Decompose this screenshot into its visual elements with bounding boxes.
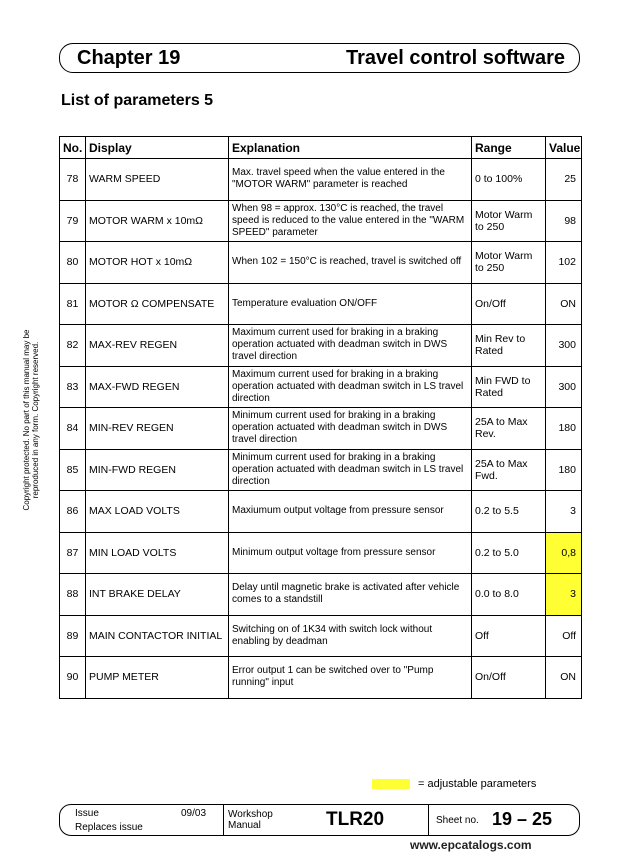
param-explanation: Max. travel speed when the value entered in the "MOTOR WARM" parameter is reached	[229, 159, 472, 201]
param-display: MAX-FWD REGEN	[86, 366, 229, 408]
param-value: 25	[546, 159, 582, 201]
param-display: MIN-FWD REGEN	[86, 449, 229, 491]
watermark: www.epcatalogs.com	[410, 838, 532, 852]
issue-value: 09/03	[181, 808, 207, 819]
param-explanation: Minimum current used for braking in a braking operation actuated with deadman switch in LS travel direction	[229, 449, 472, 491]
param-explanation: When 98 = approx. 130°C is reached, the travel speed is reduced to the value entered in the "WARM SPEED" parameter	[229, 200, 472, 242]
table-row	[60, 159, 582, 201]
table-row	[60, 366, 582, 408]
manual-label: Workshop Manual	[228, 809, 273, 831]
footer-divider	[223, 805, 224, 835]
param-display: MOTOR HOT x 10mΩ	[86, 242, 229, 284]
param-value: 300	[546, 325, 582, 367]
param-value: 180	[546, 408, 582, 450]
param-number: 86	[60, 491, 86, 533]
param-range: On/Off	[472, 657, 546, 699]
param-number: 85	[60, 449, 86, 491]
section-title: List of parameters 5	[61, 92, 214, 109]
table-header-row	[60, 137, 582, 159]
table-row	[60, 615, 582, 657]
param-range: 0.2 to 5.5	[472, 491, 546, 533]
param-explanation: Error output 1 can be switched over to "Pump running" input	[229, 657, 472, 699]
model-name: TLR20	[326, 809, 385, 830]
param-value: Off	[546, 615, 582, 657]
adjustable-swatch	[372, 779, 410, 789]
replaces-issue-label: Replaces issue	[75, 822, 143, 833]
param-number: 88	[60, 574, 86, 616]
param-number: 87	[60, 532, 86, 574]
param-value: ON	[546, 657, 582, 699]
param-display: PUMP METER	[86, 657, 229, 699]
param-display: WARM SPEED	[86, 159, 229, 201]
param-number: 83	[60, 366, 86, 408]
param-display: MAX-REV REGEN	[86, 325, 229, 367]
param-number: 78	[60, 159, 86, 201]
param-range: Motor Warm to 250	[472, 242, 546, 284]
param-explanation: When 102 = 150°C is reached, travel is switched off	[229, 242, 472, 284]
footer-divider	[428, 805, 429, 835]
param-explanation: Minimum current used for braking in a braking operation actuated with deadman switch in DWS travel direction	[229, 408, 472, 450]
table-row	[60, 657, 582, 699]
param-range: 0.0 to 8.0	[472, 574, 546, 616]
param-display: MIN-REV REGEN	[86, 408, 229, 450]
sheet-label: Sheet no.	[436, 815, 479, 826]
param-range: Off	[472, 615, 546, 657]
param-explanation: Switching on of 1K34 with switch lock without enabling by deadman	[229, 615, 472, 657]
param-display: MOTOR Ω COMPENSATE	[86, 283, 229, 325]
param-value: 300	[546, 366, 582, 408]
param-explanation: Maxiumum output voltage from pressure sensor	[229, 491, 472, 533]
param-range: Min Rev to Rated	[472, 325, 546, 367]
param-number: 89	[60, 615, 86, 657]
param-display: MIN LOAD VOLTS	[86, 532, 229, 574]
param-explanation: Maximum current used for braking in a braking operation actuated with deadman switch in LS travel direction	[229, 366, 472, 408]
param-range: 0 to 100%	[472, 159, 546, 201]
table-row	[60, 574, 582, 616]
param-display: MAIN CONTACTOR INITIAL	[86, 615, 229, 657]
table-row	[60, 283, 582, 325]
copyright-notice: Copyright protected. No part of this manual may be reproduced in any form. Copyright reserved.	[22, 329, 40, 511]
param-range: 0.2 to 5.0	[472, 532, 546, 574]
chapter-number: Chapter 19	[77, 47, 181, 69]
param-value: 0,8	[546, 532, 582, 574]
param-number: 79	[60, 200, 86, 242]
param-display: MOTOR WARM x 10mΩ	[86, 200, 229, 242]
table-row	[60, 491, 582, 533]
legend	[372, 778, 536, 790]
param-value: 180	[546, 449, 582, 491]
param-number: 82	[60, 325, 86, 367]
param-range: 25A to Max Rev.	[472, 408, 546, 450]
param-value: 98	[546, 200, 582, 242]
column-header-range: Range	[472, 137, 546, 159]
param-explanation: Delay until magnetic brake is activated after vehicle comes to a standstill	[229, 574, 472, 616]
param-number: 81	[60, 283, 86, 325]
param-display: MAX LOAD VOLTS	[86, 491, 229, 533]
param-value: 102	[546, 242, 582, 284]
table-row	[60, 532, 582, 574]
column-header-value: Value	[546, 137, 582, 159]
page-footer	[59, 804, 580, 836]
parameters-table	[59, 136, 582, 699]
param-explanation: Temperature evaluation ON/OFF	[229, 283, 472, 325]
param-display: INT BRAKE DELAY	[86, 574, 229, 616]
param-range: 25A to Max Fwd.	[472, 449, 546, 491]
column-header-display: Display	[86, 137, 229, 159]
table-row	[60, 449, 582, 491]
param-value: 3	[546, 491, 582, 533]
sheet-number: 19 – 25	[492, 809, 553, 829]
param-range: Min FWD to Rated	[472, 366, 546, 408]
table-row	[60, 325, 582, 367]
param-explanation: Maximum current used for braking in a braking operation actuated with deadman switch in DWS travel direction	[229, 325, 472, 367]
table-row	[60, 200, 582, 242]
column-header-no: No.	[60, 137, 86, 159]
chapter-header	[59, 43, 580, 73]
table-row	[60, 408, 582, 450]
param-number: 90	[60, 657, 86, 699]
chapter-title: Travel control software	[346, 47, 565, 69]
column-header-explanation: Explanation	[229, 137, 472, 159]
param-explanation: Minimum output voltage from pressure sensor	[229, 532, 472, 574]
table-row	[60, 242, 582, 284]
param-range: On/Off	[472, 283, 546, 325]
param-number: 84	[60, 408, 86, 450]
param-range: Motor Warm to 250	[472, 200, 546, 242]
param-value: ON	[546, 283, 582, 325]
param-number: 80	[60, 242, 86, 284]
param-value: 3	[546, 574, 582, 616]
legend-text: = adjustable parameters	[418, 778, 537, 790]
issue-label: Issue	[75, 808, 99, 819]
